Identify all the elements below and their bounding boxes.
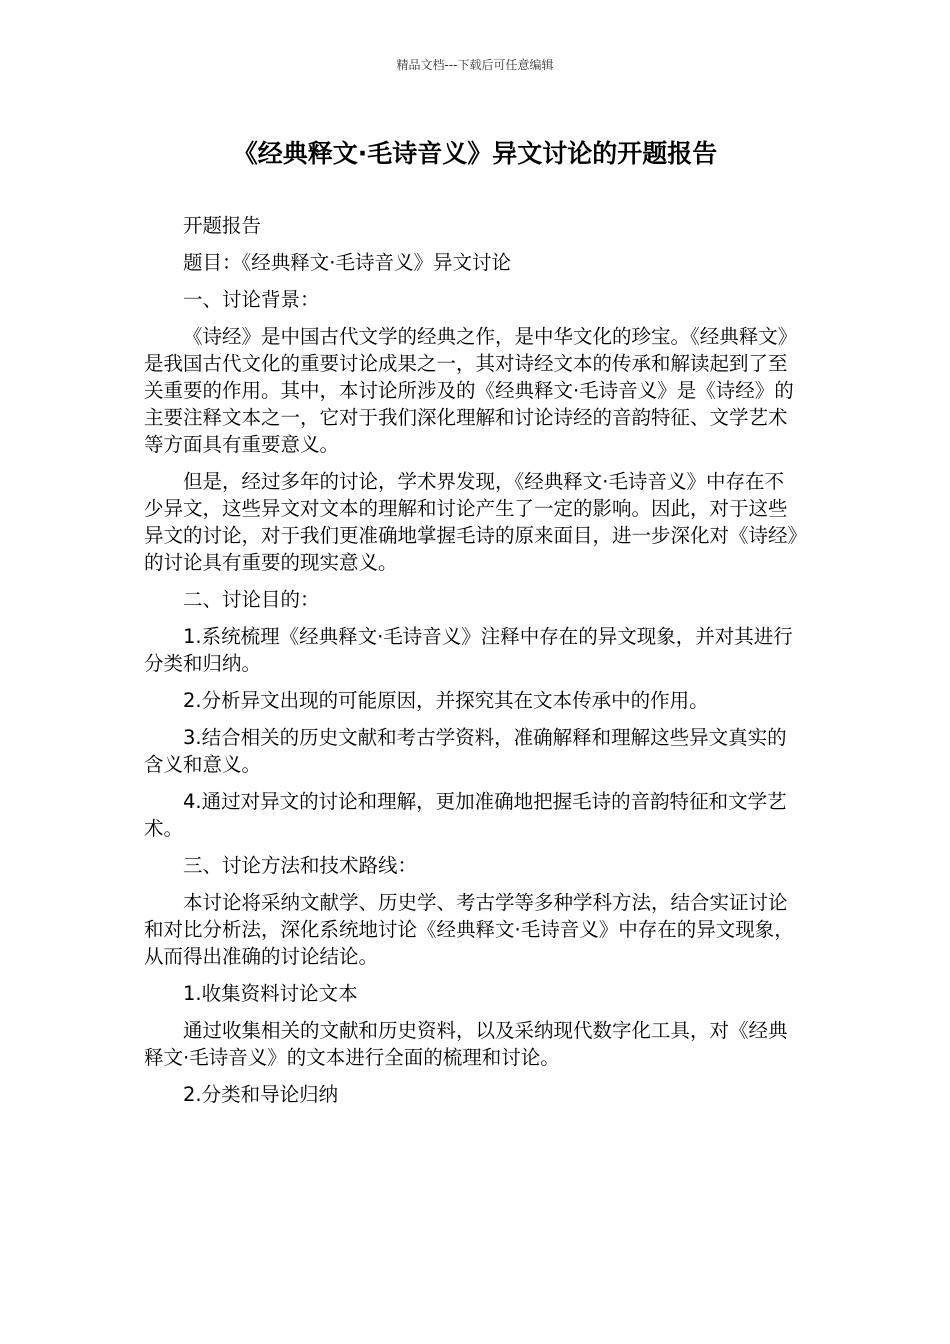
paragraph-topic: 题目：《经典释文·毛诗音义》异文讨论 bbox=[183, 251, 511, 274]
purpose-item-2: 2.分析异文出现的可能原因，并探究其在文本传承中的作用。 bbox=[183, 689, 709, 712]
purpose-item-4: 4.通过对异文的讨论和理解，更加准确地把握毛诗的音韵特征和文学艺术。 bbox=[144, 790, 787, 840]
document-body bbox=[144, 212, 800, 1118]
paragraph-background-2: 但是，经过多年的讨论，学术界发现，《经典释文·毛诗音义》中存在不少异文，这些异文对文本的理解和讨论产生了一定的影响。因此，对于这些异文的讨论，对于我们更准确地掌握毛诗的原来面目，进一步深化对《诗经》的讨论具有重要的现实意义。 bbox=[144, 470, 798, 574]
paragraph-background-1: 《诗经》是中国古代文学的经典之作，是中华文化的珍宝。《经典释文》是我国古代文化的重要讨论成果之一，其对诗经文本的传承和解读起到了至关重要的作用。其中，本讨论所涉及的《经典释文·毛诗音义》是《诗经》的主要注释文本之一，它对于我们深化理解和讨论诗经的音韵特征、文学艺术等方面具有重要意义。 bbox=[144, 325, 798, 456]
method-step-2-heading: 2.分类和导论归纳 bbox=[183, 1083, 339, 1106]
purpose-item-1: 1.系统梳理《经典释文·毛诗音义》注释中存在的异文现象，并对其进行分类和归纳。 bbox=[144, 625, 793, 675]
paragraph-methods: 本讨论将采纳文献学、历史学、考古学等多种学科方法，结合实证讨论和对比分析法，深化系统地讨论《经典释文·毛诗音义》中存在的异文现象，从而得出准确的讨论结论。 bbox=[144, 891, 794, 968]
page-header: 精品文档---下载后可任意编辑 bbox=[396, 58, 554, 72]
document-title: 《经典释文·毛诗音义》异文讨论的开题报告 bbox=[232, 139, 718, 168]
paragraph-report-label: 开题报告 bbox=[183, 214, 262, 237]
paragraph-method-step-1: 通过收集相关的文献和历史资料，以及采纳现代数字化工具，对《经典释文·毛诗音义》的文本进行全面的梳理和讨论。 bbox=[144, 1019, 788, 1069]
section-heading-purpose: 二、讨论目的： bbox=[183, 588, 320, 611]
method-step-1-heading: 1.收集资料讨论文本 bbox=[183, 982, 358, 1005]
section-heading-background: 一、讨论背景： bbox=[183, 288, 320, 311]
section-heading-methods: 三、讨论方法和技术路线： bbox=[183, 854, 418, 877]
purpose-item-3: 3.结合相关的历史文献和考古学资料，准确解释和理解这些异文真实的含义和意义。 bbox=[144, 726, 787, 776]
